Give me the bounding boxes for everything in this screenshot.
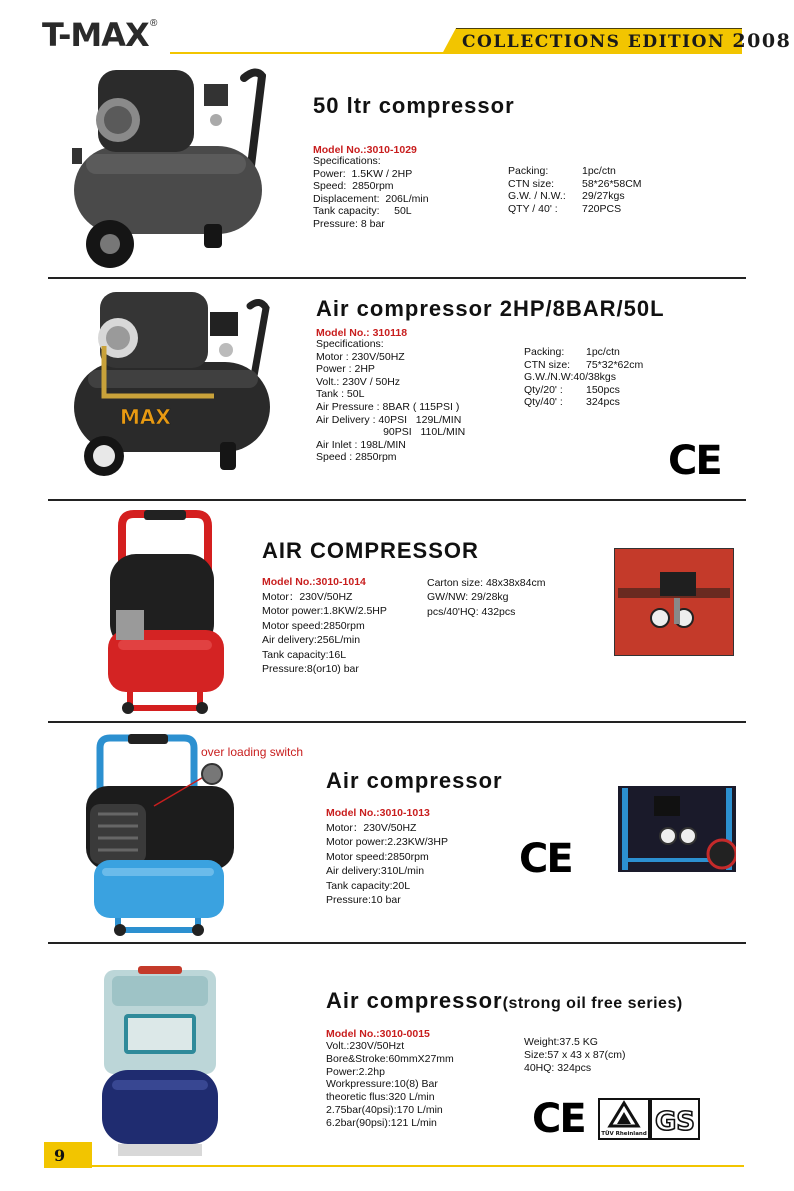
logo-text: T-MAX (42, 16, 149, 54)
ce-mark-icon: CE (519, 836, 572, 882)
product-image-oil-free-compressor (98, 964, 222, 1160)
section-divider (48, 721, 746, 723)
model-number: Model No.:3010-0015 (326, 1028, 430, 1040)
packing-value: 324pcs (586, 396, 620, 409)
packing-value: 1pc/ctn (586, 346, 620, 358)
carton-info: Carton size: 48x38x84cm GW/NW: 29/28kg pcs/40'HQ: 432pcs (427, 577, 546, 618)
spec-list: Motor：230V/50HZ Motor power:1.8KW/2.5HP Motor speed:2850rpm Air delivery:256L/min Tank capacity:16L Pressure:8(or10) bar (262, 591, 387, 676)
packing-value: 29/27kgs (582, 190, 625, 203)
spec-list: Specifications: Motor : 230V/50HZ Power : 2HP Volt.: 230V / 50Hz Tank : 50L Air Pressure : 8BAR ( 115PSI ) Air Delivery : 40PSI 129L/MIN 90PSI 110L/MIN Air Inlet : 198L/MIN Speed : 2850rpm (316, 338, 466, 464)
packing-row (524, 384, 643, 397)
product-image-compressor-20l (80, 734, 240, 938)
packing-row (508, 190, 642, 203)
product-image-compressor-16l (100, 510, 230, 716)
title-main: Air compressor (326, 988, 503, 1013)
model-number: Model No.:3010-1014 (262, 576, 366, 588)
registered-mark: ® (150, 18, 158, 29)
packing-value: 40/38kgs (573, 371, 617, 384)
packing-key: Qty/20' : (524, 383, 563, 396)
tank-logo-text: MAX (120, 405, 171, 429)
packing-row (508, 178, 642, 191)
packing-key: G.W. / N.W.: (508, 190, 566, 203)
page-number: 9 (54, 1146, 66, 1165)
section-divider (48, 277, 746, 279)
product-title: Air compressor (326, 768, 503, 793)
spec-list: Motor：230V/50HZ Motor power:2.23KW/3HP Motor speed:2850rpm Air delivery:310L/min Tank capacity:20L Pressure:10 bar (326, 822, 448, 907)
packing-key: Qty/40' : (524, 396, 563, 409)
packing-value: 58*26*58CM (582, 177, 642, 190)
packing-value: 720PCS (582, 202, 622, 215)
weight-info: Weight:37.5 KG Size:57 x 43 x 87(cm) 40HQ: 324pcs (524, 1036, 626, 1074)
packing-row (524, 346, 643, 359)
product-title (326, 988, 683, 1014)
packing-row (508, 203, 642, 216)
product-title: AIR COMPRESSOR (262, 538, 479, 563)
packing-info (508, 165, 642, 215)
detail-image-gauges (618, 786, 736, 872)
callout-label: over loading switch (201, 745, 304, 759)
section-divider (48, 942, 746, 944)
gs-mark-icon (650, 1098, 700, 1140)
packing-key: QTY / 40' : (508, 202, 558, 215)
packing-key: CTN size: (524, 358, 571, 371)
section-divider (48, 499, 746, 501)
title-sub: (strong oil free series) (502, 995, 683, 1012)
banner-main: COLLECTIONS EDITION (462, 32, 733, 52)
packing-row (524, 396, 643, 409)
ce-mark-icon: CE (668, 438, 721, 484)
packing-key: G.W./N.W: (524, 371, 574, 384)
packing-info (524, 346, 643, 409)
product-title: Air compressor 2HP/8BAR/50L (316, 296, 665, 321)
product-image-compressor-50l (66, 64, 266, 270)
packing-row (524, 359, 643, 372)
packing-key: Packing: (524, 346, 565, 358)
tuv-label: TÜV Rheinland (601, 1131, 647, 1137)
packing-value: 150pcs (586, 383, 620, 396)
model-number: Model No.:3010-1029 (313, 144, 417, 156)
packing-value: 1pc/ctn (582, 165, 616, 177)
spec-list: Specifications: Power: 1.5KW / 2HP Speed: 2850rpm Displacement: 206L/min Tank capacity: 50L Pressure: 8 bar (313, 155, 429, 230)
brand-logo (42, 16, 149, 54)
product-image-compressor-2hp (64, 286, 278, 480)
model-number: Model No.: 310118 (316, 327, 408, 339)
product-title: 50 ltr compressor (313, 93, 515, 118)
packing-value: 75*32*62cm (586, 358, 644, 371)
packing-row (508, 165, 642, 178)
page-number-box (44, 1142, 92, 1168)
banner-year: 2008 (732, 30, 792, 52)
gs-label: GS (654, 1107, 696, 1137)
model-number: Model No.:3010-1013 (326, 807, 430, 819)
header-rule (170, 52, 742, 54)
packing-key: CTN size: (508, 177, 555, 190)
collection-banner (462, 30, 791, 52)
ce-mark-icon: CE (532, 1096, 585, 1142)
detail-image-pressure-switch (614, 548, 734, 656)
footer-rule (92, 1165, 744, 1167)
tuv-rheinland-icon (598, 1098, 650, 1140)
spec-list: Volt.:230V/50Hzt Bore&Stroke:60mmX27mm Power:2.2hp Workpressure:10(8) Bar theoretic flus:320 L/min 2.75bar(40psi):170 L/min 6.2bar(90psi):121 L/min (326, 1040, 454, 1129)
packing-row (524, 371, 643, 384)
packing-key: Packing: (508, 165, 549, 177)
